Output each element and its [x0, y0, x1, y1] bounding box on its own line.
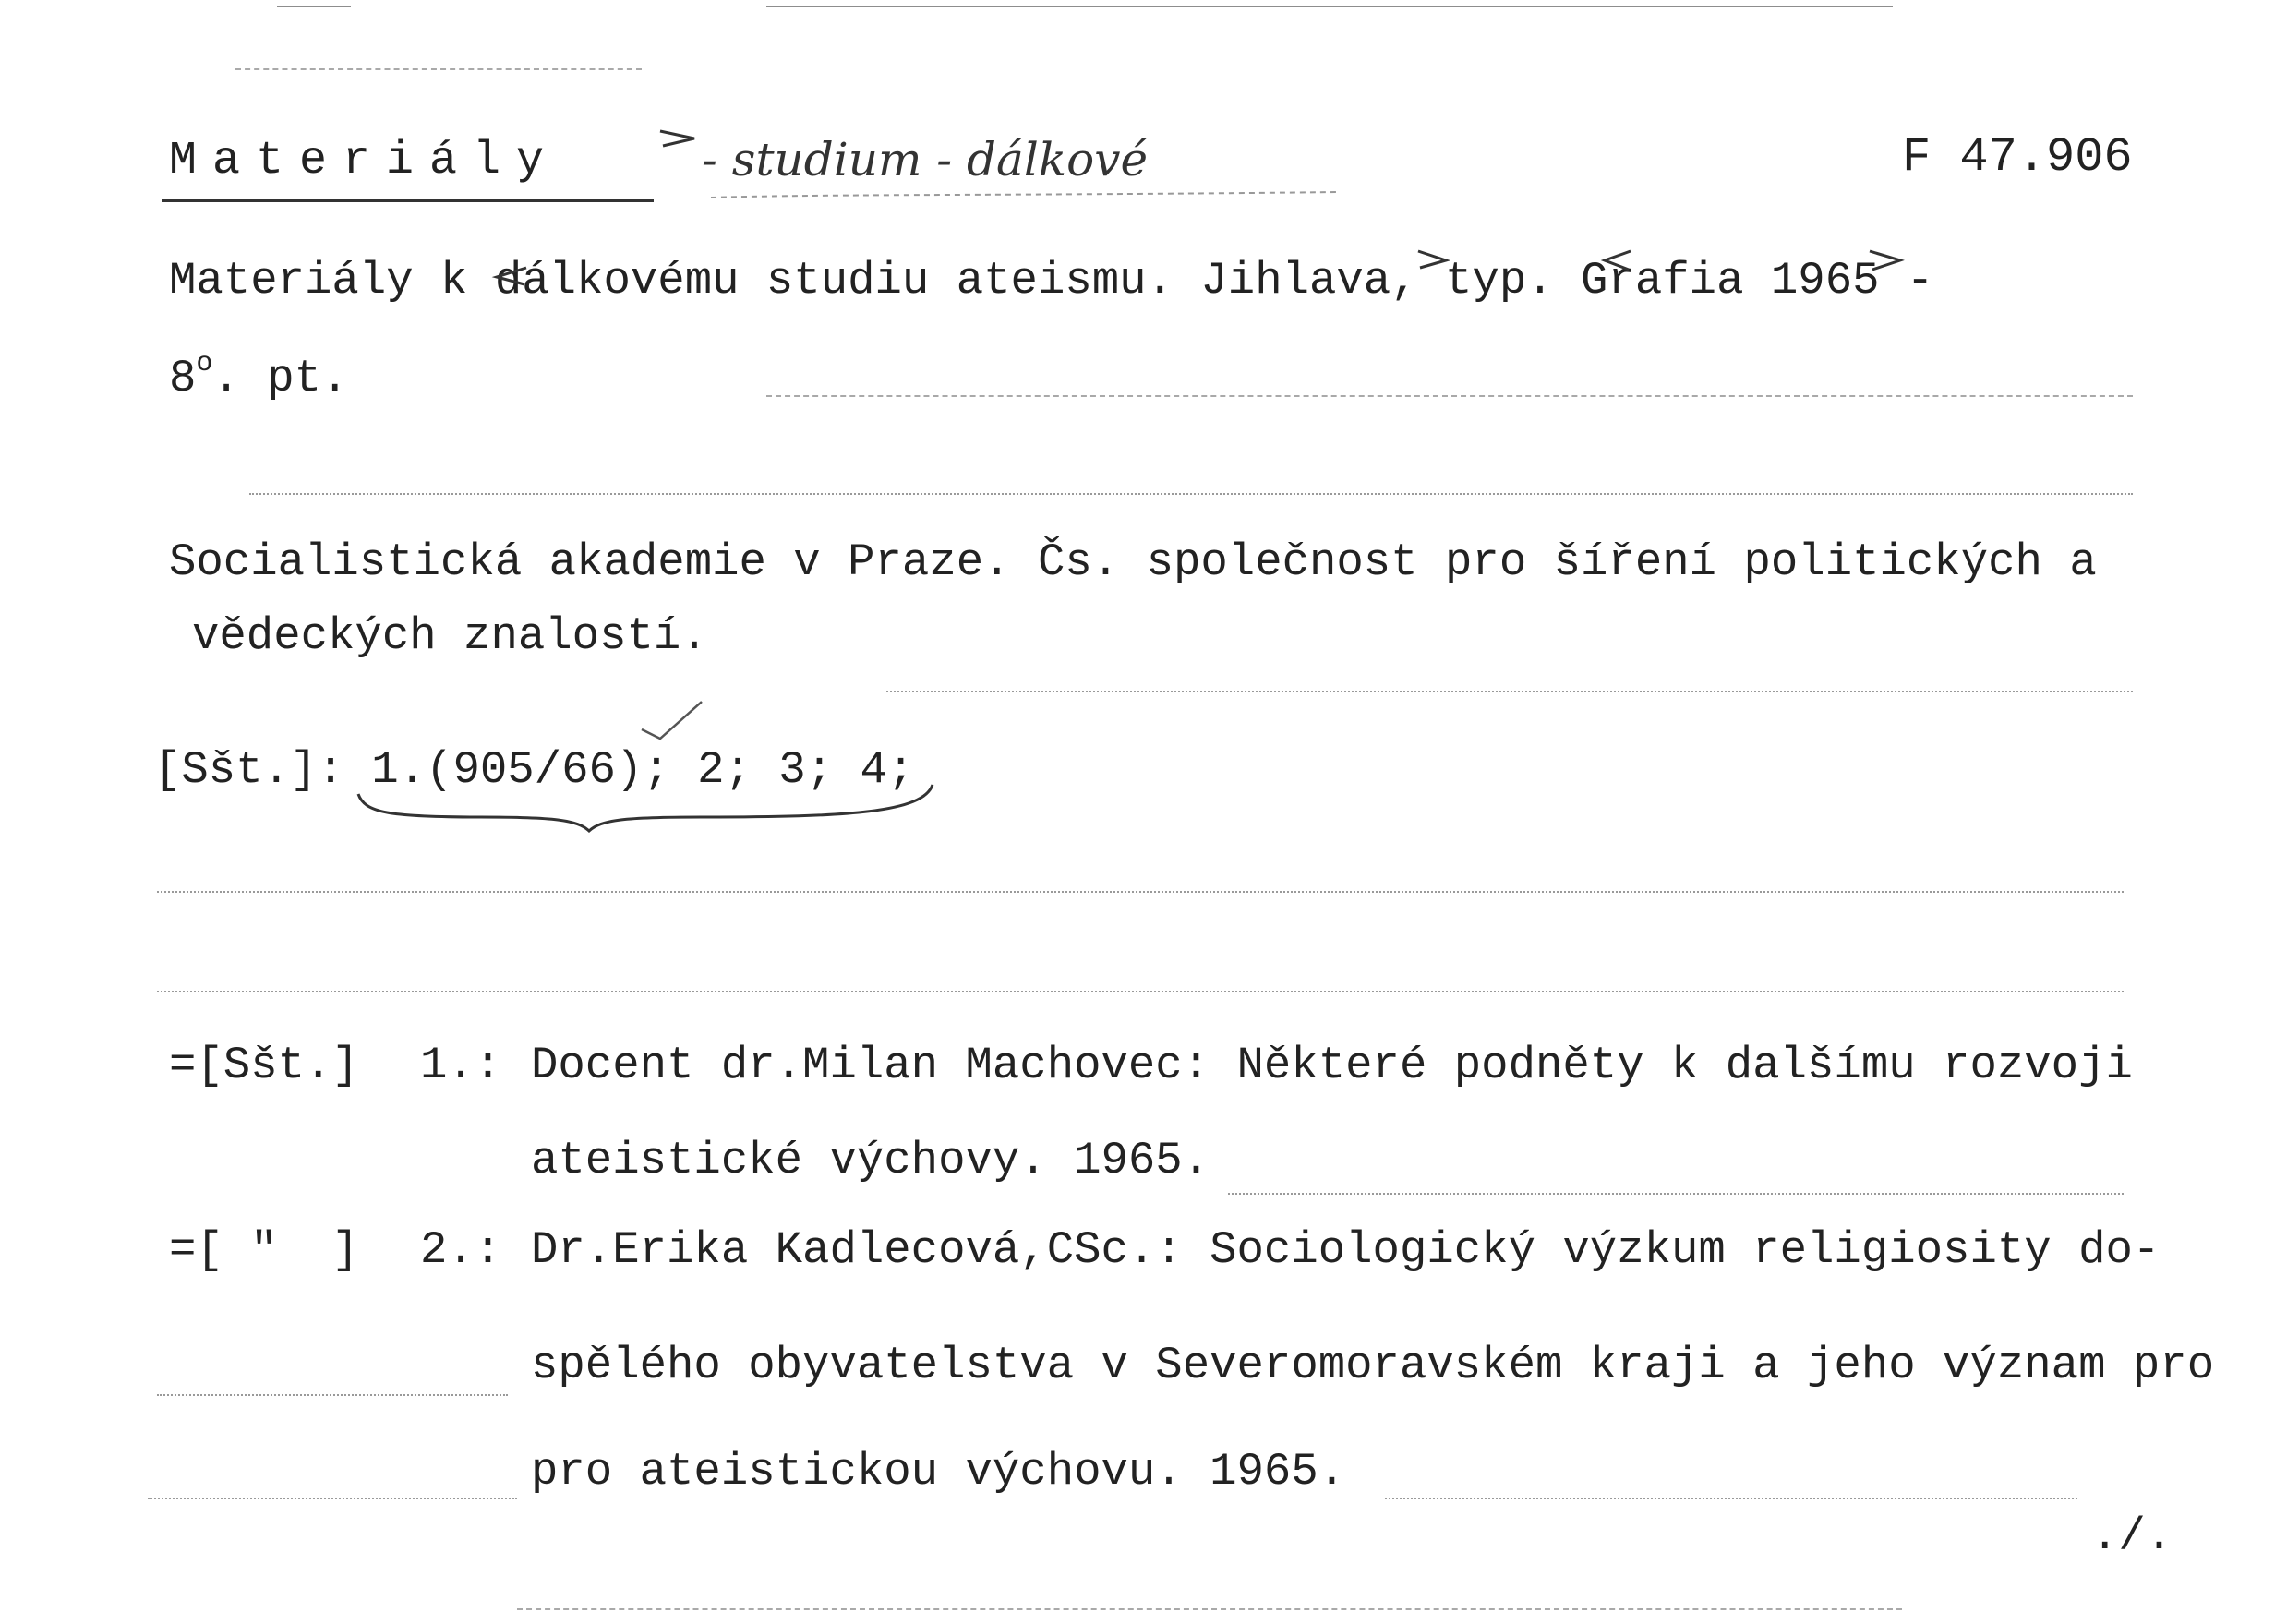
- entry-1-line-1: Docent dr.Milan Machovec: Některé podněty k dalšímu rozvoji: [531, 1040, 2133, 1091]
- continuation-mark: ./.: [2091, 1510, 2173, 1562]
- entry-1-line-2: ateistické výchovy. 1965.: [531, 1135, 1210, 1186]
- entry-2-number: 2.:: [420, 1224, 502, 1276]
- entry-2-line-3: pro ateistickou výchovu. 1965.: [531, 1446, 1346, 1498]
- insertion-arrow: [1418, 251, 1446, 268]
- entry-2-marker: =[ " ]: [169, 1224, 359, 1276]
- format-size: 8: [169, 353, 197, 404]
- volumes-line: [Sšt.]: 1.(905/66); 2; 3; 4;: [154, 744, 915, 796]
- format-degree: o: [196, 348, 213, 379]
- title-line-1: Materiály k dálkovému studiu ateismu. Jihlava, typ. Grafia 1965 -: [169, 255, 1934, 307]
- entry-1-number: 1.:: [420, 1040, 502, 1091]
- insertion-arrow: [1870, 251, 1900, 270]
- insertion-arrow: [660, 131, 694, 146]
- entry-2-line-2: spělého obyvatelstva v Severomoravském kraji a jeho význam pro: [531, 1340, 2215, 1391]
- insertion-arrow: [497, 268, 526, 284]
- body-line-2: vědeckých znalostí.: [192, 610, 708, 662]
- call-number: F 47.906: [1902, 130, 2133, 185]
- volumes-brace: [358, 785, 933, 831]
- check-mark: [642, 702, 702, 739]
- heading-annotation-underline: [711, 192, 1339, 198]
- heading-handwritten-annotation: - studium - dálkové: [702, 133, 1149, 186]
- entry-1-marker: =[Sšt.]: [169, 1040, 359, 1091]
- insertion-arrow: [1605, 251, 1631, 270]
- card-heading: Materiály: [169, 135, 560, 187]
- format-pagination: . pt.: [212, 353, 349, 404]
- body-line-1: Socialistická akademie v Praze. Čs. společnost pro šíření politických a: [169, 536, 2097, 588]
- entry-2-line-1: Dr.Erika Kadlecová,CSc.: Sociologický výzkum religiosity do-: [531, 1224, 2161, 1276]
